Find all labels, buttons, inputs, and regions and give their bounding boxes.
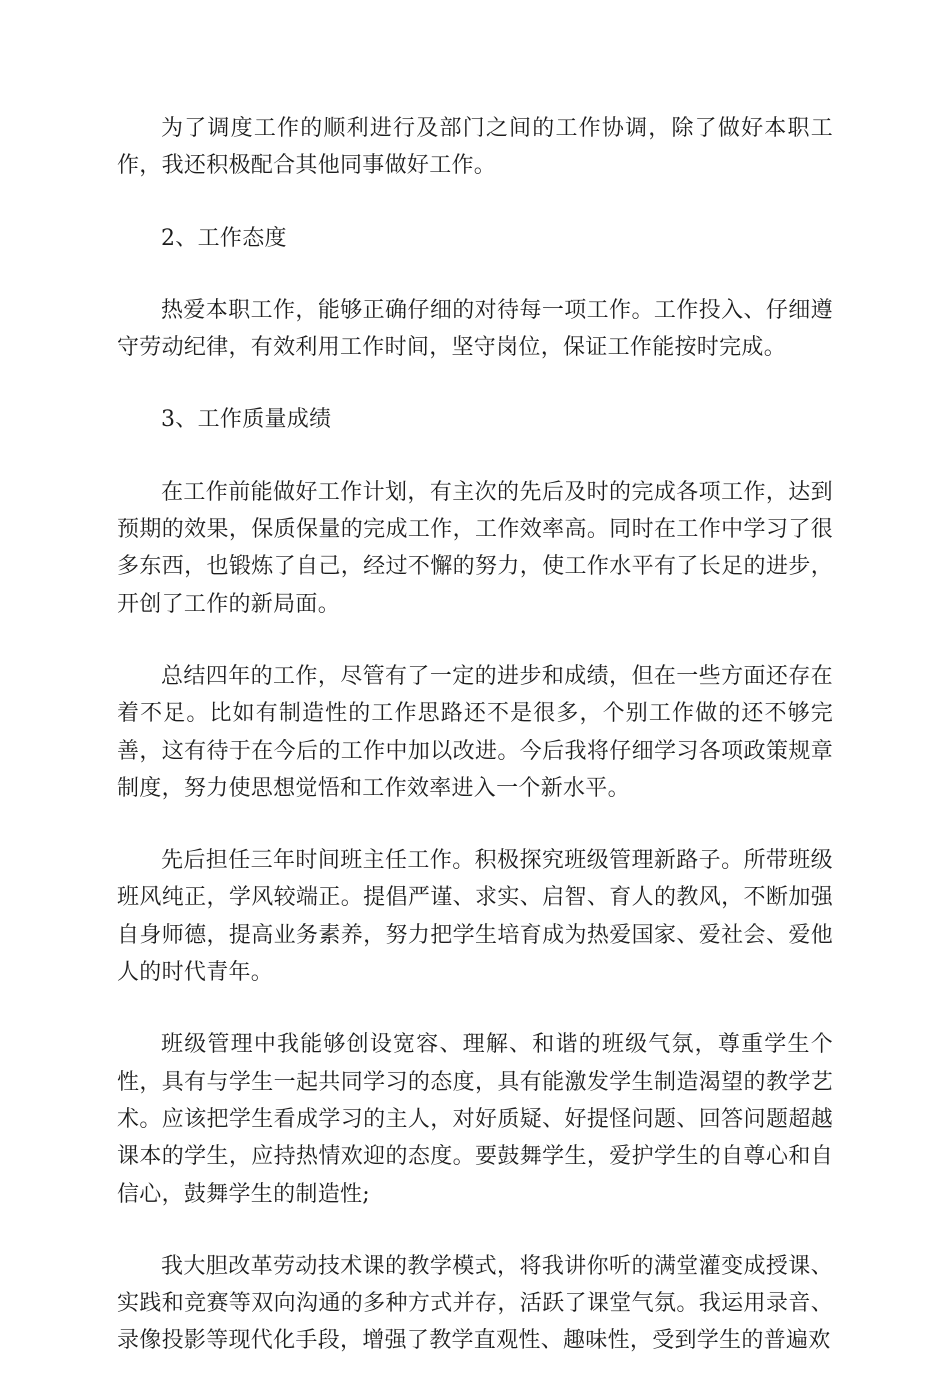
paragraph-coordination: 为了调度工作的顺利进行及部门之间的工作协调，除了做好本职工作，我还积极配合其他同事做好工作。 (117, 116, 833, 179)
paragraph-work-quality: 在工作前能做好工作计划，有主次的先后及时的完成各项工作，达到预期的效果，保质保量的完成工作，工作效率高。同时在工作中学习了很多东西，也锻炼了自己，经过不懈的努力，使工作水平有了长足的进步，开创了工作的新局面。 (117, 479, 833, 617)
paragraph-summary: 总结四年的工作，尽管有了一定的进步和成绩，但在一些方面还存在着不足。比如有制造性的工作思路还不是很多，个别工作做的还不够完善，这有待于在今后的工作中加以改进。今后我将仔细学习各项政策规章制度，努力使思想觉悟和工作效率进入一个新水平。 (117, 663, 833, 801)
document-body (117, 110, 833, 1395)
heading-work-attitude: 2、工作态度 (161, 225, 287, 251)
paragraph-teaching-reform: 我大胆改革劳动技术课的教学模式，将我讲你听的满堂灌变成授课、实践和竞赛等双向沟通的多种方式并存，活跃了课堂气氛。我运用录音、录像投影等现代化手段，增强了教学直观性、趣味性，受到学生的普遍欢 (117, 1253, 833, 1354)
paragraph-work-attitude: 热爱本职工作，能够正确仔细的对待每一项工作。工作投入、仔细遵守劳动纪律，有效利用工作时间，坚守岗位，保证工作能按时完成。 (117, 297, 833, 361)
paragraph-head-teacher: 先后担任三年时间班主任工作。积极探究班级管理新路子。所带班级班风纯正，学风较端正。提倡严谨、求实、启智、育人的教风，不断加强自身师德，提高业务素养，努力把学生培育成为热爱国家、爱社会、爱他人的时代青年。 (117, 848, 833, 986)
heading-work-quality: 3、工作质量成绩 (161, 407, 332, 433)
paragraph-class-management: 班级管理中我能够创设宽容、理解、和谐的班级气氛，尊重学生个性，具有与学生一起共同学习的态度，具有能激发学生制造渴望的教学艺术。应该把学生看成学习的主人，对好质疑、好提怪问题、回答问题超越课本的学生，应持热情欢迎的态度。要鼓舞学生，爱护学生的自尊心和自信心，鼓舞学生的制造性; (117, 1032, 833, 1207)
